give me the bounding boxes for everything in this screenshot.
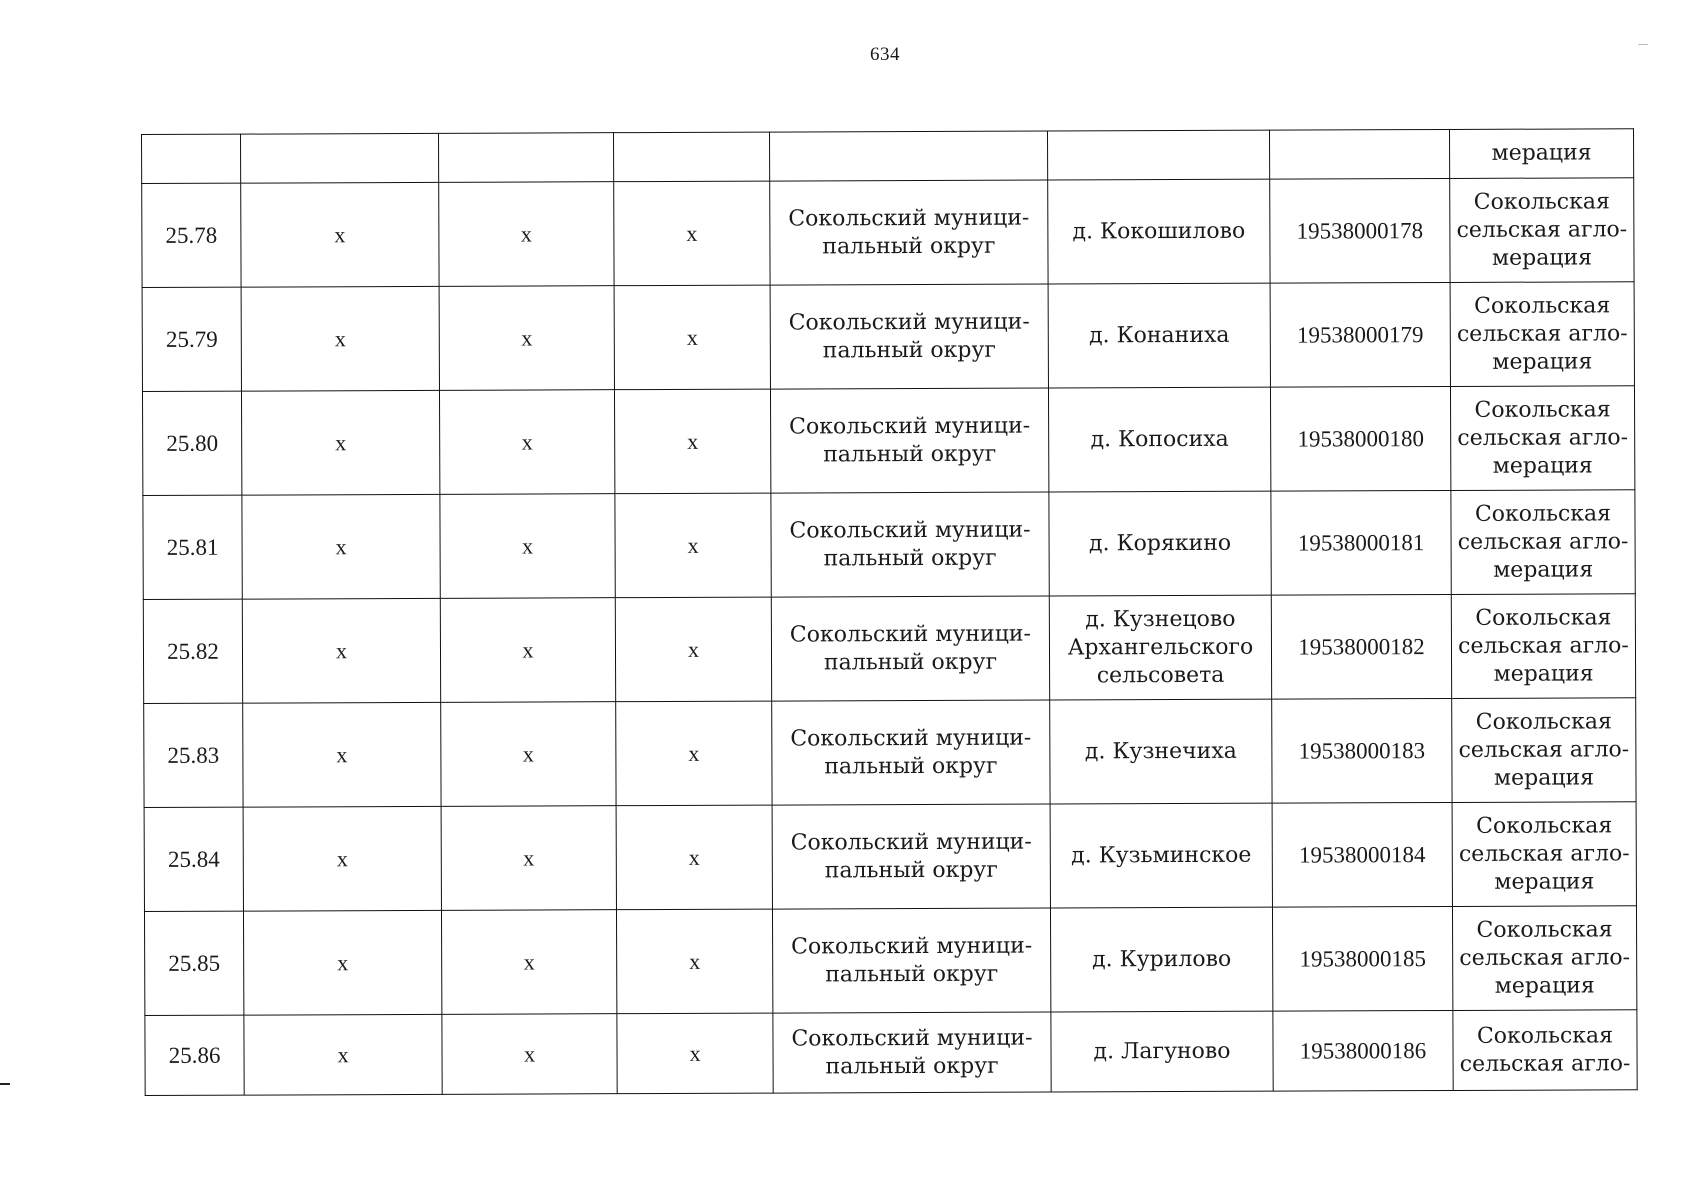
- agglomeration-line: мерация: [1492, 348, 1593, 375]
- settlement-cell: [1050, 907, 1272, 1012]
- agglomeration-cell: [1450, 386, 1634, 491]
- row-number-cell: 25.84: [144, 807, 243, 911]
- district-line: пальный округ: [825, 1053, 999, 1079]
- agglomeration-line: Сокольская: [1475, 604, 1612, 631]
- district-line: Сокольский муници-: [791, 1025, 1033, 1052]
- placeholder-x-cell: х: [241, 182, 439, 287]
- agglomeration-cell: [1451, 490, 1635, 595]
- oktmo-code-cell: 19538000180: [1270, 386, 1450, 491]
- district-line: пальный округ: [823, 545, 997, 571]
- settlement-line: д. Курилово: [1092, 946, 1232, 972]
- agglomeration-line: сельская агло-: [1456, 320, 1628, 347]
- agglomeration-line: Сокольская: [1474, 396, 1611, 423]
- oktmo-code-cell: 19538000183: [1272, 698, 1452, 803]
- agglomeration-line: сельская агло-: [1459, 944, 1631, 971]
- cell-empty: [438, 133, 613, 183]
- settlements-table: [141, 128, 1638, 1096]
- agglomeration-line: сельская агло-: [1458, 632, 1629, 659]
- row-number-cell: 25.83: [144, 703, 243, 807]
- agglomeration-line: Сокольская: [1476, 1022, 1614, 1049]
- district-cell: [773, 1012, 1051, 1093]
- district-line: Сокольский муници-: [790, 829, 1032, 856]
- agglomeration-cell: [1451, 594, 1635, 699]
- district-line: Сокольский муници-: [789, 517, 1031, 544]
- placeholder-x-cell: х: [243, 910, 441, 1015]
- settlement-line: д. Кузнечиха: [1084, 738, 1237, 764]
- placeholder-x-cell: х: [439, 182, 614, 287]
- row-number-cell: 25.79: [142, 287, 241, 391]
- agglomeration-line: Сокольская: [1476, 812, 1613, 839]
- district-line: Сокольский муници-: [788, 309, 1030, 336]
- district-cell: [770, 284, 1048, 389]
- oktmo-code-cell: 19538000182: [1271, 594, 1451, 699]
- table-row: [145, 1010, 1637, 1096]
- settlement-cell: [1049, 595, 1271, 700]
- agglomeration-cell: [1452, 802, 1636, 907]
- agglomeration-line: мерация: [1492, 452, 1593, 479]
- district-line: пальный округ: [824, 857, 998, 883]
- table-row: [144, 802, 1636, 912]
- table-row: [143, 594, 1635, 704]
- settlement-line: д. Кузнецово: [1085, 606, 1236, 632]
- agglomeration-line: мерация: [1494, 972, 1595, 999]
- settlement-line: д. Лагуново: [1093, 1038, 1231, 1064]
- district-cell: [772, 700, 1050, 805]
- oktmo-code-cell: 19538000181: [1271, 490, 1451, 595]
- placeholder-x-cell: х: [441, 910, 616, 1015]
- oktmo-code-cell: 19538000185: [1272, 906, 1452, 1011]
- settlement-line: д. Конаниха: [1089, 322, 1230, 348]
- placeholder-x-cell: х: [440, 598, 615, 703]
- settlement-line: Архангельского: [1067, 634, 1254, 660]
- district-line: пальный округ: [825, 961, 999, 987]
- district-cell: [771, 492, 1049, 597]
- agglomeration-cell: [1453, 1010, 1637, 1091]
- district-line: Сокольский муници-: [788, 205, 1030, 232]
- district-line: Сокольский муници-: [789, 621, 1031, 648]
- district-cell: [770, 388, 1048, 493]
- placeholder-x-cell: х: [441, 806, 616, 911]
- district-line: пальный округ: [823, 649, 998, 675]
- agglomeration-line: Сокольская: [1473, 188, 1610, 215]
- agglomeration-line: мерация: [1493, 556, 1594, 583]
- agglomeration-line: сельская агло-: [1456, 216, 1628, 243]
- agglomeration-continuation-cell: мерация: [1449, 129, 1633, 179]
- row-number-cell: 25.81: [143, 495, 242, 599]
- placeholder-x-cell: х: [442, 1014, 617, 1095]
- placeholder-x-cell: х: [616, 701, 772, 806]
- row-number-cell: 25.85: [144, 911, 243, 1015]
- continuation-row: [142, 129, 1634, 184]
- table-row: [142, 386, 1634, 496]
- placeholder-x-cell: х: [615, 493, 771, 598]
- table-row: [144, 906, 1636, 1016]
- settlement-line: д. Кузьминское: [1071, 842, 1252, 868]
- oktmo-code-cell: 19538000186: [1273, 1010, 1453, 1091]
- settlement-cell: [1049, 491, 1271, 596]
- placeholder-x-cell: х: [441, 702, 616, 807]
- row-number-cell: 25.86: [145, 1015, 244, 1095]
- agglomeration-line: мерация: [1493, 764, 1595, 791]
- cell-empty: [769, 131, 1047, 181]
- district-line: пальный округ: [822, 337, 996, 363]
- agglomeration-line: Сокольская: [1474, 292, 1611, 319]
- settlement-cell: [1050, 803, 1272, 908]
- agglomeration-line: Сокольская: [1476, 916, 1613, 943]
- placeholder-x-cell: х: [242, 598, 440, 703]
- settlement-cell: [1048, 179, 1270, 284]
- district-cell: [771, 596, 1049, 701]
- placeholder-x-cell: х: [243, 702, 441, 807]
- cell-empty: [1047, 130, 1269, 180]
- table-row: [143, 490, 1635, 600]
- agglomeration-line: сельская агло-: [1457, 424, 1629, 451]
- row-number-cell: 25.82: [143, 599, 242, 703]
- placeholder-x-cell: х: [614, 181, 770, 286]
- district-cell: [772, 804, 1050, 909]
- district-line: пальный округ: [822, 233, 996, 259]
- scan-mark-left: [0, 1083, 10, 1085]
- placeholder-x-cell: х: [243, 806, 441, 911]
- placeholder-x-cell: х: [241, 286, 439, 391]
- district-line: Сокольский муници-: [791, 933, 1033, 960]
- placeholder-x-cell: х: [440, 494, 615, 599]
- placeholder-x-cell: х: [614, 285, 770, 390]
- district-line: пальный округ: [823, 441, 997, 467]
- placeholder-x-cell: х: [241, 390, 439, 495]
- agglomeration-cell: [1452, 906, 1636, 1011]
- row-number-cell: 25.80: [142, 391, 241, 495]
- settlement-cell: [1048, 283, 1270, 388]
- row-number-cell: 25.78: [142, 183, 241, 287]
- settlement-cell: [1048, 387, 1270, 492]
- agglomeration-line: Сокольская: [1475, 708, 1612, 735]
- table-row: [142, 282, 1634, 392]
- placeholder-x-cell: х: [439, 390, 614, 495]
- placeholder-x-cell: х: [244, 1014, 442, 1095]
- placeholder-x-cell: х: [615, 597, 771, 702]
- settlement-cell: [1051, 1011, 1273, 1092]
- placeholder-x-cell: х: [616, 909, 772, 1014]
- settlement-cell: [1050, 699, 1272, 804]
- agglomeration-line: сельская агло-: [1459, 1050, 1631, 1077]
- agglomeration-cell: [1450, 282, 1634, 387]
- agglomeration-line: Сокольская: [1474, 500, 1612, 527]
- agglomeration-line: сельская агло-: [1457, 528, 1629, 555]
- agglomeration-line: мерация: [1493, 660, 1594, 687]
- cell-empty: [613, 132, 769, 182]
- placeholder-x-cell: х: [439, 286, 614, 391]
- placeholder-x-cell: х: [617, 1013, 773, 1094]
- cell-empty: [142, 134, 241, 183]
- agglomeration-cell: [1450, 178, 1634, 283]
- district-line: Сокольский муници-: [789, 413, 1031, 440]
- scan-mark-right: [1638, 44, 1648, 45]
- settlement-line: д. Корякино: [1088, 530, 1232, 556]
- settlement-line: сельсовета: [1096, 662, 1225, 688]
- agglomeration-cell: [1452, 698, 1636, 803]
- placeholder-x-cell: х: [616, 805, 772, 910]
- agglomeration-line: сельская агло-: [1458, 840, 1630, 867]
- table-row: [142, 178, 1634, 288]
- placeholder-x-cell: х: [614, 389, 770, 494]
- oktmo-code-cell: 19538000184: [1272, 802, 1452, 907]
- cell-empty: [1269, 129, 1449, 179]
- district-line: пальный округ: [824, 753, 998, 779]
- agglomeration-line: сельская агло-: [1458, 736, 1630, 763]
- placeholder-x-cell: х: [242, 494, 440, 599]
- table-row: [144, 698, 1636, 808]
- agglomeration-line: мерация: [1494, 868, 1595, 895]
- table-body: [142, 129, 1638, 1096]
- settlement-line: д. Кокошилово: [1072, 218, 1246, 244]
- district-line: Сокольский муници-: [790, 725, 1032, 752]
- oktmo-code-cell: 19538000179: [1270, 282, 1450, 387]
- agglomeration-line: мерация: [1491, 244, 1593, 271]
- district-cell: [772, 908, 1050, 1013]
- oktmo-code-cell: 19538000178: [1270, 178, 1450, 283]
- cell-empty: [241, 133, 439, 183]
- district-cell: [770, 180, 1048, 285]
- page-number: 634: [870, 44, 900, 65]
- settlement-line: д. Копосиха: [1090, 426, 1229, 452]
